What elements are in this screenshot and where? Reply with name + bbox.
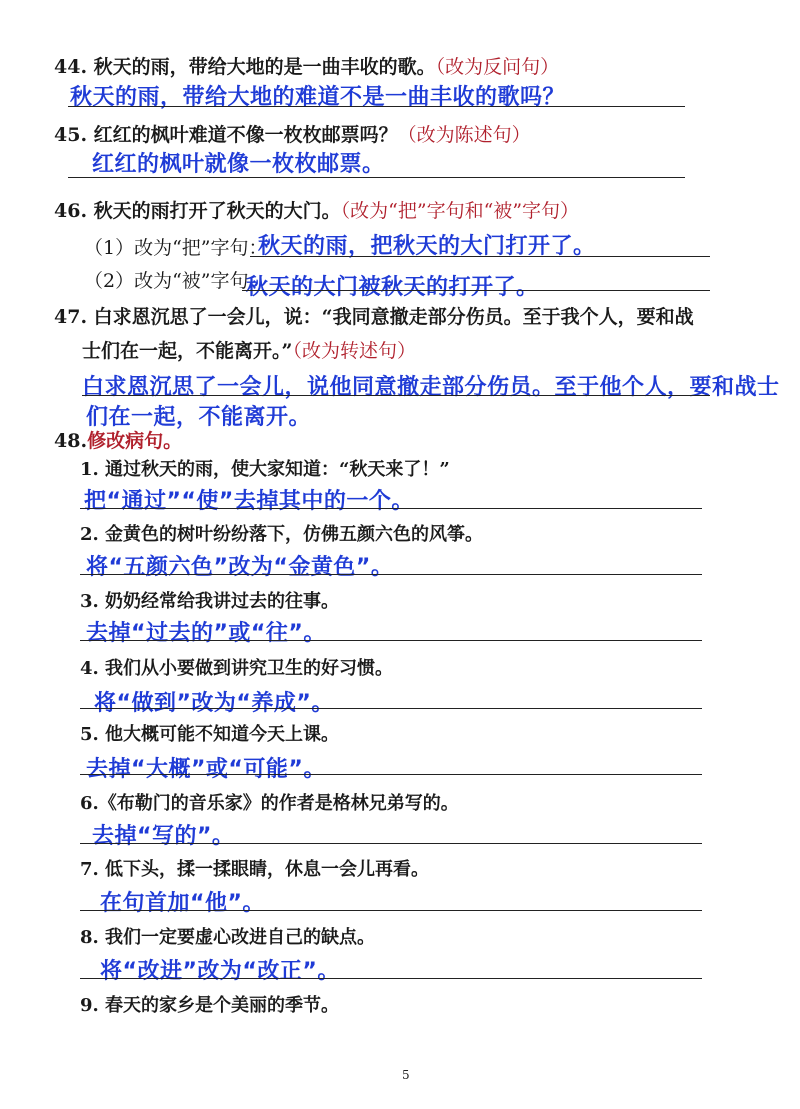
answer-line (80, 574, 702, 575)
answer-46-1: 秋天的雨，把秋天的大门打开了。 (258, 234, 596, 259)
question-47-line2 (82, 336, 416, 363)
question-45 (54, 120, 531, 147)
question-48-title: 修改病句。 (87, 430, 183, 452)
question-46-sub2-label: （2）改为“被”字句 (84, 270, 249, 292)
sentence-9: 9. 春天的家乡是个美丽的季节。 (80, 995, 340, 1016)
page-number: 5 (402, 1068, 410, 1082)
answer-line (80, 843, 702, 844)
sentence-8: 8. 我们一定要虚心改进自己的缺点。 (80, 927, 376, 948)
question-47-line1: 47. 白求恩沉思了一会儿，说：“我同意撤走部分伤员。至于我个人，要和战 (54, 306, 694, 328)
question-44-instruction: （改为反问句） (435, 56, 560, 78)
answer-line (80, 708, 702, 709)
question-48-number: 48. (54, 430, 88, 452)
answer-line (242, 290, 710, 291)
sentence-7: 7. 低下头，揉一揉眼睛，休息一会儿再看。 (80, 859, 430, 880)
sentence-3: 3. 奶奶经常给我讲过去的往事。 (80, 591, 340, 612)
correction-5: 去掉“大概”或“可能”。 (86, 757, 326, 782)
answer-line (82, 395, 710, 396)
correction-4: 将“做到”改为“养成”。 (94, 691, 334, 716)
sentence-5: 5. 他大概可能不知道今天上课。 (80, 724, 340, 745)
answer-47-line1: 白求恩沉思了一会儿，说他同意撤走部分伤员。至于他个人，要和战士 (82, 375, 780, 400)
correction-1: 把“通过”“使”去掉其中的一个。 (84, 489, 414, 514)
answer-line (80, 774, 702, 775)
answer-45: 红红的枫叶就像一枚枚邮票。 (92, 152, 385, 177)
correction-3: 去掉“过去的”或“往”。 (86, 621, 326, 646)
answer-44: 秋天的雨，带给大地的难道不是一曲丰收的歌吗？ (70, 85, 566, 110)
answer-line (80, 910, 702, 911)
sentence-1: 1. 通过秋天的雨，使大家知道：“秋天来了！” (80, 459, 450, 480)
question-48-header (54, 426, 182, 453)
question-46-text: 46. 秋天的雨打开了秋天的大门。 (54, 200, 341, 222)
question-47-instruction: （改为转述句） (292, 340, 416, 362)
question-46-instruction: （改为“把”字句和“被”字句） (340, 200, 580, 222)
question-44-text: 44. 秋天的雨，带给大地的是一曲丰收的歌。 (54, 56, 436, 78)
sentence-2: 2. 金黄色的树叶纷纷落下，仿佛五颜六色的风筝。 (80, 524, 484, 545)
question-47-text-line2: 士们在一起，不能离开。” (82, 340, 293, 362)
correction-7: 在句首加“他”。 (100, 891, 265, 916)
correction-2: 将“五颜六色”改为“金黄色”。 (86, 555, 394, 580)
question-46-sub1-label: （1）改为“把”字句： (84, 237, 268, 259)
answer-47-line2: 们在一起，不能离开。 (86, 405, 312, 430)
answer-line (80, 640, 702, 641)
answer-line (68, 177, 685, 178)
question-45-text: 45. 红红的枫叶难道不像一枚枚邮票吗？ (54, 124, 398, 146)
answer-line (250, 256, 710, 257)
answer-line (80, 978, 702, 979)
answer-46-2: 秋天的大门被秋天的打开了。 (246, 275, 539, 300)
answer-line (80, 508, 702, 509)
question-45-instruction: （改为陈述句） (397, 124, 531, 146)
question-44 (54, 52, 559, 79)
correction-6: 去掉“写的”。 (92, 824, 235, 849)
sentence-6: 6.《布勒门的音乐家》的作者是格林兄弟写的。 (80, 793, 459, 814)
question-46 (54, 196, 579, 223)
sentence-4: 4. 我们从小要做到讲究卫生的好习惯。 (80, 658, 394, 679)
answer-line (68, 106, 685, 107)
correction-8: 将“改进”改为“改正”。 (100, 959, 340, 984)
